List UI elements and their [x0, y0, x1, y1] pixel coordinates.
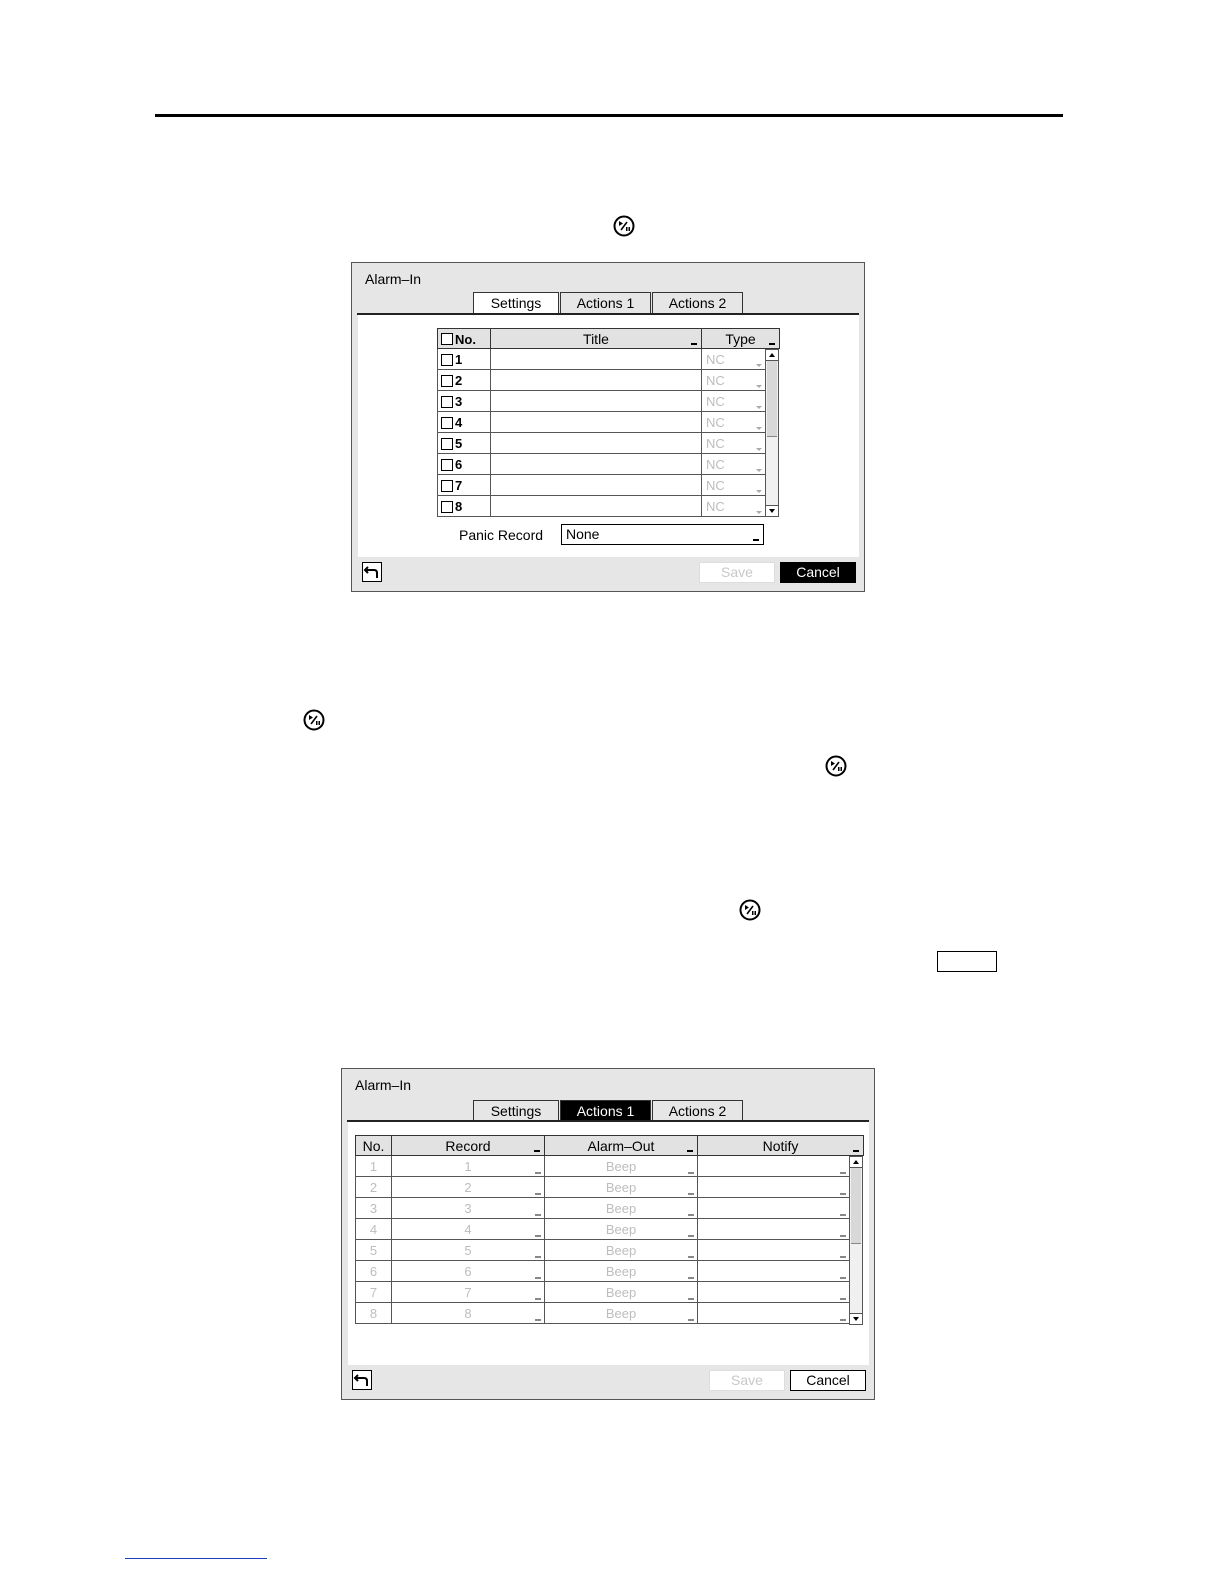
edit-marker-icon — [535, 1214, 541, 1216]
alarm-out-value: Beep — [605, 1158, 637, 1174]
edit-marker-icon — [688, 1172, 694, 1174]
row-checkbox[interactable] — [441, 480, 453, 492]
title-cell[interactable] — [491, 454, 702, 475]
dialog-title: Alarm–In — [365, 271, 422, 287]
header-title[interactable] — [491, 329, 702, 349]
notify-cell[interactable] — [698, 1198, 850, 1219]
alarm-out-cell[interactable] — [545, 1177, 698, 1198]
play-pause-icon — [613, 215, 635, 237]
edit-marker-icon — [535, 1319, 541, 1321]
header-type-label: Type — [725, 330, 756, 347]
alarm-in-table — [437, 328, 780, 517]
type-cell[interactable] — [702, 370, 766, 391]
cancel-button[interactable]: Cancel — [780, 562, 856, 583]
row-number: 3 — [356, 1198, 392, 1219]
row-number: 4 — [356, 1219, 392, 1240]
type-cell[interactable] — [702, 475, 766, 496]
sort-marker-icon — [687, 1150, 693, 1152]
tab-bar — [473, 1100, 744, 1121]
record-cell[interactable] — [392, 1303, 545, 1324]
type-value: NC — [706, 456, 725, 472]
notify-cell[interactable] — [698, 1219, 850, 1240]
table-row[interactable] — [356, 1156, 864, 1177]
tab-settings[interactable]: Settings — [473, 1100, 559, 1121]
table-row[interactable] — [356, 1240, 864, 1261]
alarm-out-value: Beep — [605, 1221, 637, 1237]
alarm-out-cell[interactable] — [545, 1261, 698, 1282]
dropdown-icon — [753, 539, 759, 541]
dropdown-icon — [756, 364, 762, 367]
type-cell[interactable] — [702, 454, 766, 475]
dropdown-icon — [756, 406, 762, 409]
row-checkbox[interactable] — [441, 459, 453, 471]
dropdown-icon — [756, 427, 762, 430]
table-row[interactable] — [356, 1198, 864, 1219]
table-row[interactable] — [356, 1282, 864, 1303]
type-cell[interactable] — [702, 349, 766, 370]
alarm-out-cell[interactable] — [545, 1219, 698, 1240]
scroll-down-button[interactable] — [850, 1313, 862, 1324]
dialog-title: Alarm–In — [355, 1077, 412, 1093]
alarm-out-value: Beep — [605, 1242, 637, 1258]
table-row[interactable] — [438, 349, 780, 370]
sort-marker-icon — [769, 343, 775, 345]
header-no — [438, 329, 491, 349]
edit-marker-icon — [688, 1214, 694, 1216]
table-header-row — [438, 329, 780, 349]
table-scrollbar[interactable] — [765, 349, 779, 517]
record-value: 2 — [464, 1179, 472, 1195]
header-type[interactable] — [702, 329, 780, 349]
panic-record-select[interactable] — [561, 524, 764, 545]
alarm-out-cell[interactable] — [545, 1240, 698, 1261]
row-checkbox[interactable] — [441, 501, 453, 513]
row-number: 7 — [455, 478, 463, 494]
edit-marker-icon — [840, 1214, 846, 1216]
record-cell[interactable] — [392, 1198, 545, 1219]
record-cell[interactable] — [392, 1156, 545, 1177]
sort-marker-icon — [691, 343, 697, 345]
record-value: 8 — [464, 1305, 472, 1321]
table-row[interactable] — [438, 496, 780, 517]
record-value: 6 — [464, 1263, 472, 1279]
row-checkbox[interactable] — [441, 438, 453, 450]
scroll-up-button[interactable] — [766, 350, 778, 361]
back-button[interactable] — [352, 1370, 372, 1390]
type-cell[interactable] — [702, 412, 766, 433]
type-cell[interactable] — [702, 496, 766, 517]
page-top-rule — [155, 114, 1063, 117]
scroll-thumb[interactable] — [851, 1168, 861, 1244]
record-value: 3 — [464, 1200, 472, 1216]
footer-link-underline — [125, 1558, 267, 1559]
type-value: NC — [706, 435, 725, 451]
row-number: 1 — [455, 352, 463, 368]
type-value: NC — [706, 393, 725, 409]
notify-cell[interactable] — [698, 1261, 850, 1282]
title-cell[interactable] — [491, 433, 702, 454]
record-cell[interactable] — [392, 1282, 545, 1303]
tab-actions-2[interactable]: Actions 2 — [652, 1100, 743, 1121]
back-button[interactable] — [362, 562, 382, 582]
tab-actions-2[interactable]: Actions 2 — [652, 292, 743, 313]
table-row[interactable] — [356, 1261, 864, 1282]
back-arrow-icon — [363, 563, 381, 581]
row-number: 1 — [356, 1156, 392, 1177]
alarm-out-value: Beep — [605, 1305, 637, 1321]
row-checkbox[interactable] — [441, 396, 453, 408]
table-scrollbar[interactable] — [849, 1156, 863, 1325]
row-number: 4 — [455, 415, 463, 431]
scroll-down-button[interactable] — [766, 505, 778, 516]
header-notify-label: Notify — [762, 1137, 799, 1154]
row-checkbox[interactable] — [441, 375, 453, 387]
scroll-up-button[interactable] — [850, 1157, 862, 1168]
dialog-footer — [343, 1366, 873, 1398]
record-cell[interactable] — [392, 1261, 545, 1282]
alarm-out-cell[interactable] — [545, 1156, 698, 1177]
type-value: NC — [706, 414, 725, 430]
dialog-footer — [353, 558, 863, 590]
record-cell[interactable] — [392, 1219, 545, 1240]
record-value: 1 — [464, 1158, 472, 1174]
row-number: 5 — [455, 436, 463, 452]
save-button[interactable]: Save — [709, 1370, 785, 1391]
row-number: 8 — [455, 499, 463, 515]
actions-table — [355, 1135, 864, 1324]
row-number: 7 — [356, 1282, 392, 1303]
table-row[interactable] — [438, 391, 780, 412]
type-value: NC — [706, 351, 725, 367]
edit-marker-icon — [535, 1193, 541, 1195]
edit-marker-icon — [840, 1172, 846, 1174]
notify-cell[interactable] — [698, 1303, 850, 1324]
edit-marker-icon — [840, 1256, 846, 1258]
edit-marker-icon — [840, 1298, 846, 1300]
row-checkbox[interactable] — [441, 354, 453, 366]
inline-button-outline — [937, 951, 997, 972]
dropdown-icon — [756, 469, 762, 472]
record-value: 7 — [464, 1284, 472, 1300]
header-no: No. — [356, 1136, 392, 1156]
alarm-out-cell[interactable] — [545, 1282, 698, 1303]
table-row[interactable] — [438, 433, 780, 454]
type-cell[interactable] — [702, 433, 766, 454]
alarm-in-actions-dialog — [341, 1068, 875, 1400]
tab-actions-1[interactable]: Actions 1 — [560, 1100, 651, 1121]
row-number: 3 — [455, 394, 463, 410]
alarm-out-cell[interactable] — [545, 1303, 698, 1324]
alarm-out-value: Beep — [605, 1200, 637, 1216]
header-alarm-out[interactable] — [545, 1136, 698, 1156]
row-number: 8 — [356, 1303, 392, 1324]
title-cell[interactable] — [491, 370, 702, 391]
panic-record-value: None — [566, 526, 600, 542]
row-number: 2 — [455, 373, 463, 389]
row-number: 6 — [356, 1261, 392, 1282]
notify-cell[interactable] — [698, 1177, 850, 1198]
table-row[interactable] — [356, 1219, 864, 1240]
row-number: 6 — [455, 457, 463, 473]
header-title-label: Title — [583, 330, 609, 347]
edit-marker-icon — [840, 1235, 846, 1237]
cancel-button[interactable]: Cancel — [790, 1370, 866, 1391]
notify-cell[interactable] — [698, 1282, 850, 1303]
title-cell[interactable] — [491, 349, 702, 370]
edit-marker-icon — [535, 1277, 541, 1279]
table-row[interactable] — [438, 454, 780, 475]
edit-marker-icon — [688, 1319, 694, 1321]
header-notify[interactable] — [698, 1136, 864, 1156]
arrow-up-icon — [769, 353, 775, 357]
arrow-up-icon — [853, 1160, 859, 1164]
edit-marker-icon — [688, 1256, 694, 1258]
dropdown-icon — [756, 448, 762, 451]
record-cell[interactable] — [392, 1240, 545, 1261]
type-value: NC — [706, 372, 725, 388]
record-cell[interactable] — [392, 1177, 545, 1198]
table-row[interactable] — [438, 370, 780, 391]
dropdown-icon — [756, 385, 762, 388]
table-header-row — [356, 1136, 864, 1156]
panic-record-label: Panic Record — [459, 527, 544, 543]
edit-marker-icon — [840, 1277, 846, 1279]
header-record-label: Record — [445, 1137, 491, 1154]
title-cell[interactable] — [491, 496, 702, 517]
header-alarm-out-label: Alarm–Out — [587, 1137, 655, 1154]
notify-cell[interactable] — [698, 1240, 850, 1261]
edit-marker-icon — [535, 1298, 541, 1300]
edit-marker-icon — [688, 1235, 694, 1237]
header-no-label: No. — [455, 331, 476, 347]
title-cell[interactable] — [491, 475, 702, 496]
arrow-down-icon — [769, 509, 775, 513]
alarm-out-cell[interactable] — [545, 1198, 698, 1219]
tab-actions-1[interactable]: Actions 1 — [560, 292, 651, 313]
play-pause-icon — [825, 755, 847, 777]
play-pause-icon — [303, 709, 325, 731]
table-row[interactable] — [356, 1177, 864, 1198]
play-pause-icon — [739, 899, 761, 921]
edit-marker-icon — [535, 1235, 541, 1237]
type-value: NC — [706, 498, 725, 514]
alarm-out-value: Beep — [605, 1284, 637, 1300]
edit-marker-icon — [840, 1319, 846, 1321]
sort-marker-icon — [853, 1150, 859, 1152]
row-checkbox[interactable] — [441, 417, 453, 429]
type-value: NC — [706, 477, 725, 493]
sort-marker-icon — [534, 1150, 540, 1152]
back-arrow-icon — [353, 1371, 371, 1389]
notify-cell[interactable] — [698, 1156, 850, 1177]
dropdown-icon — [756, 511, 762, 514]
title-cell[interactable] — [491, 391, 702, 412]
table-row[interactable] — [438, 412, 780, 433]
table-row[interactable] — [438, 475, 780, 496]
row-number: 5 — [356, 1240, 392, 1261]
edit-marker-icon — [840, 1193, 846, 1195]
type-cell[interactable] — [702, 391, 766, 412]
tab-bar — [473, 292, 744, 315]
alarm-out-value: Beep — [605, 1263, 637, 1279]
header-record[interactable] — [392, 1136, 545, 1156]
edit-marker-icon — [688, 1298, 694, 1300]
tab-settings[interactable]: Settings — [473, 292, 559, 315]
alarm-out-value: Beep — [605, 1179, 637, 1195]
scroll-thumb[interactable] — [767, 361, 777, 437]
alarm-in-settings-dialog — [351, 262, 865, 592]
select-all-checkbox[interactable] — [441, 333, 453, 345]
record-value: 5 — [464, 1242, 472, 1258]
record-value: 4 — [464, 1221, 472, 1237]
row-number: 2 — [356, 1177, 392, 1198]
dropdown-icon — [756, 490, 762, 493]
edit-marker-icon — [688, 1193, 694, 1195]
edit-marker-icon — [688, 1277, 694, 1279]
edit-marker-icon — [535, 1172, 541, 1174]
arrow-down-icon — [853, 1317, 859, 1321]
title-cell[interactable] — [491, 412, 702, 433]
edit-marker-icon — [535, 1256, 541, 1258]
table-row[interactable] — [356, 1303, 864, 1324]
save-button[interactable]: Save — [699, 562, 775, 583]
